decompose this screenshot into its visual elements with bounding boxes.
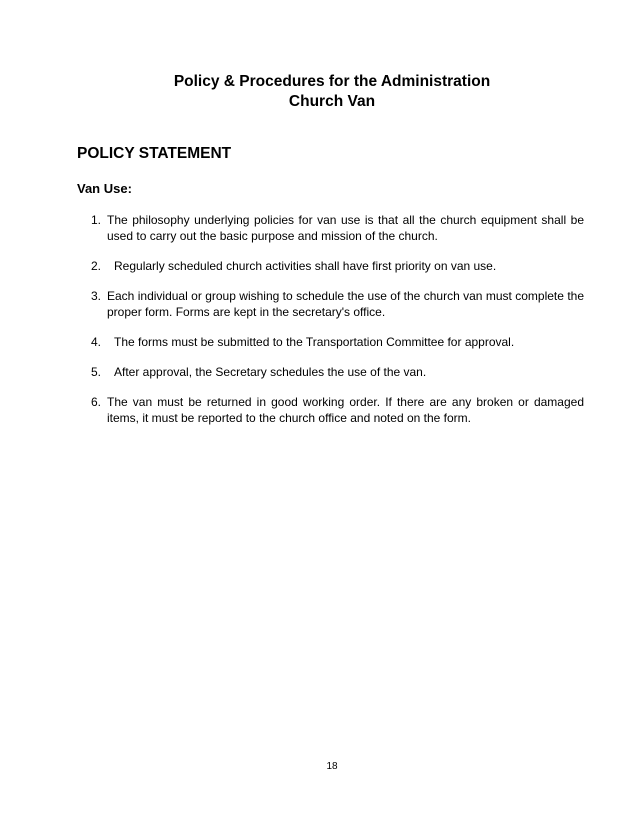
item-number: 3. <box>91 289 102 303</box>
item-number: 5. <box>91 365 102 379</box>
item-text: The forms must be submitted to the Transportation Committee for approval. <box>114 335 515 349</box>
item-text: After approval, the Secretary schedules the use of the van. <box>114 365 427 379</box>
section-heading: POLICY STATEMENT <box>77 145 232 162</box>
item-number: 1. <box>91 213 102 227</box>
item-text: Regularly scheduled church activities shall have first priority on van use. <box>114 259 497 273</box>
item-text: The van must be returned in good working order. If there are any broken or damaged items, it must be reported to the church office and noted on the form. <box>107 395 584 425</box>
page-number: 18 <box>326 761 338 772</box>
item-number: 4. <box>91 335 102 349</box>
policy-list <box>91 212 584 440</box>
subheading: Van Use: <box>77 181 132 196</box>
item-text: The philosophy underlying policies for van use is that all the church equipment shall be used to carry out the basic purpose and mission of the church. <box>107 213 584 243</box>
list-item <box>91 364 584 380</box>
title-line-1: Policy & Procedures for the Administration <box>173 73 491 90</box>
title-line-2: Church Van <box>288 93 376 110</box>
list-item <box>91 394 584 426</box>
list-item <box>91 288 584 320</box>
item-number: 2. <box>91 259 102 273</box>
list-item <box>91 212 584 244</box>
item-number: 6. <box>91 395 102 409</box>
list-item <box>91 334 584 350</box>
list-item <box>91 258 584 274</box>
document-title <box>0 72 638 112</box>
item-text: Each individual or group wishing to schedule the use of the church van must complete the proper form. Forms are kept in the secretary's office. <box>107 289 584 319</box>
